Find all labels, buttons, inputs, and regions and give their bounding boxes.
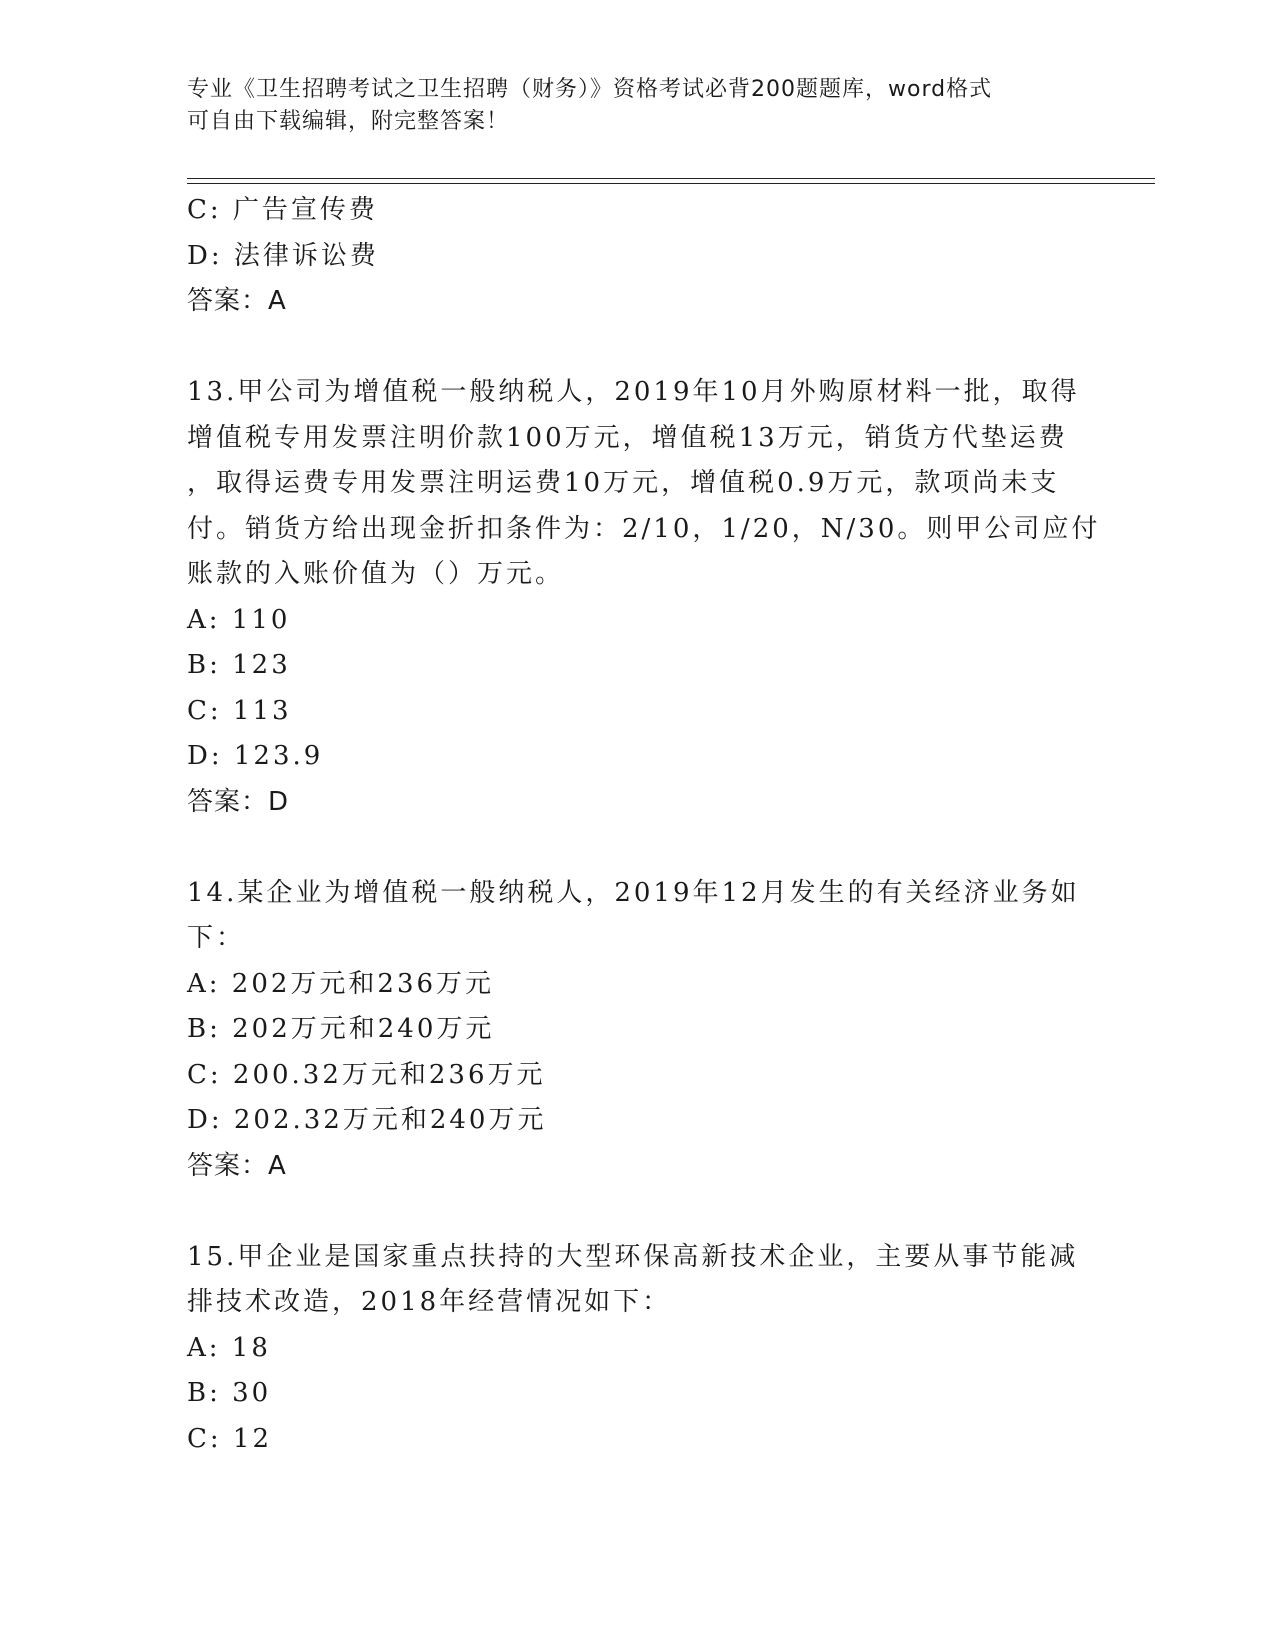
document-header [187, 74, 1087, 138]
option-c: C: 200.32万元和236万元 [187, 1059, 546, 1090]
spacer [187, 1189, 1087, 1235]
answer: 答案：A [187, 286, 287, 316]
option-c: C: 12 [187, 1423, 273, 1454]
question-13 [187, 370, 1101, 825]
option-d: D: 202.32万元和240万元 [187, 1105, 547, 1135]
option-a: A: 110 [187, 604, 291, 635]
option-c: C: 113 [187, 695, 292, 726]
option-d: D: 法律诉讼费 [187, 240, 379, 271]
question-text-line: 账款的入账价值为（）万元。 [187, 559, 565, 589]
option-b: B: 123 [187, 650, 291, 680]
question-text-line: 15.甲企业是国家重点扶持的大型环保高新技术企业，主要从事节能减 [187, 1241, 1079, 1272]
answer: 答案：D [187, 786, 290, 817]
spacer [187, 325, 1087, 371]
header-line-1: 专业《卫生招聘考试之卫生招聘（财务）》资格考试必背200题题库，word格式 [187, 77, 993, 102]
header-rule-top [187, 178, 1155, 179]
header-rule-bottom [187, 183, 1155, 184]
question-text-line: 付。销货方给出现金折扣条件为：2/10，1/20，N/30。则甲公司应付 [187, 513, 1101, 544]
spacer [187, 825, 1087, 871]
question-content [187, 188, 1101, 1462]
answer: 答案：A [187, 1150, 287, 1181]
question-14 [187, 871, 1087, 1190]
option-d: D: 123.9 [187, 741, 324, 771]
option-b: B: 30 [187, 1378, 272, 1408]
option-a: A: 18 [187, 1332, 271, 1363]
question-text-line: 排技术改造，2018年经营情况如下： [187, 1287, 672, 1317]
question-text-line: 下： [187, 923, 246, 953]
question-12 [187, 188, 1087, 325]
option-c: C: 广告宣传费 [187, 195, 378, 225]
option-b: B: 202万元和240万元 [187, 1014, 495, 1044]
question-text-line: 13.甲公司为增值税一般纳税人，2019年10月外购原材料一批，取得 [187, 377, 1080, 407]
option-a: A: 202万元和236万元 [187, 968, 495, 999]
question-text-line: 14.某企业为增值税一般纳税人，2019年12月发生的有关经济业务如 [187, 877, 1080, 908]
question-15 [187, 1235, 1087, 1463]
question-text-line: 增值税专用发票注明价款100万元，增值税13万元，销货方代垫运费 [187, 422, 1068, 453]
header-line-2: 可自由下载编辑，附完整答案！ [187, 109, 510, 134]
question-text-line: ，取得运费专用发票注明运费10万元，增值税0.9万元，款项尚未支 [187, 468, 1060, 498]
